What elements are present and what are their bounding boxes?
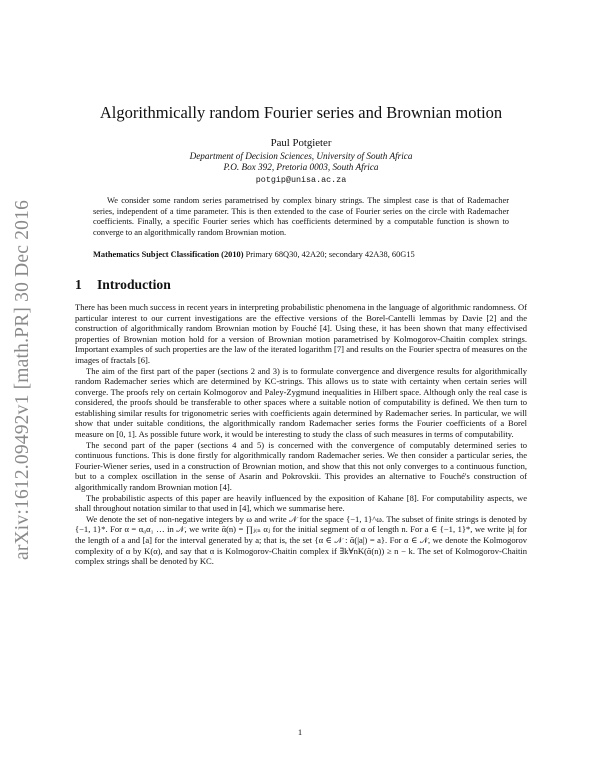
subject-classification	[93, 250, 509, 261]
affiliation-department: Department of Decision Sciences, University of South Africa	[189, 150, 413, 161]
affiliation-address: P.O. Box 392, Pretoria 0003, South Africa	[223, 162, 379, 173]
paragraph: The second part of the paper (sections 4 and 5) is concerned with the convergence of computably determined series to continuous functions. This is done firstly for algorithmically random Rademacher series. We then consider a particular series, the Fourier-Wiener series, used in a construction of Brownian motion, and show that this not only converges to a continuous function, but to a complex oscillation in the sense of Asarin and Pokrovskii. This provides an alternative to Fouché's construction of algorithmically random Brownian motion [4].	[75, 439, 527, 493]
paragraph: The probabilistic aspects of this paper are heavily influenced by the exposition of Kahane [8]. For computability aspects, we shall throughout notation similar to that used in [4], which we summarise here.	[75, 492, 527, 514]
paper-content	[75, 104, 527, 567]
section-number: 1	[75, 276, 82, 292]
paragraph: There has been much success in recent years in interpreting probabilistic phenomena in the language of algorithmic randomness. Of particular interest to our current investigations are the effective versions of the Borel-Cantelli lemmas by Davie [2] and the construction of algorithmically random Brownian motion by Fouché [4]. Using these, it has been shown that many effectivised properties of Brownian motion hold for a version of Brownian motion parametrised by Kolmogorov-Chaitin complex strings. Important examples of such properties are the law of the iterated logarithm [7] and results on the Fourier spectra of measures on the images of fractals [6].	[75, 301, 527, 365]
page-number: 1	[297, 727, 303, 737]
subject-classification-label: Mathematics Subject Classification (2010)	[93, 250, 244, 260]
author-email: potgip@unisa.ac.za	[255, 174, 347, 185]
paragraph: We denote the set of non-negative integers by ω and write 𝒩 for the space {−1, 1}^ω. The subset of finite strings is denoted by {−1, 1}*. For α = α₀α₁ … in 𝒩, we write ᾱ(n) = ∏ⱼ₍ₙ αⱼ for the initial segment of α of length n. For a ∈ {−1, 1}*, we write |a| for the length of a and [a] for the interval generated by a; that is, the set {α ∈ 𝒩 : ᾱ(|a|) = a}. For α ∈ 𝒩, we denote the Kolmogorov complexity of α by K(α), and say that α is Kolmogorov-Chaitin complex if ∃k∀nK(ᾱ(n)) ≥ n − k. The set of Kolmogorov-Chaitin complex strings shall be denoted by KC.	[75, 513, 527, 567]
section-heading	[75, 277, 527, 293]
paper-title: Algorithmically random Fourier series and Brownian motion	[99, 103, 503, 122]
arxiv-identifier-text: arXiv:1612.09492v1 [math.PR] 30 Dec 2016	[12, 199, 33, 561]
arxiv-identifier-stamp	[6, 180, 40, 580]
author-name: Paul Potgieter	[270, 136, 332, 149]
paragraph: The aim of the first part of the paper (sections 2 and 3) is to formulate convergence and divergence results for algorithmically random Rademacher series which are determined by KC-strings. This allows us to state with certainty when certain series will converge. The proofs rely on certain Kolmogorov and Paley-Zygmund inequalities in Hilbert space. Although only the real case is considered, the proofs should be transferable to other spaces where a suitable notion of computability is defined. We then turn to establishing similar results for trigonometric series with coefficients again determined by Rademacher series. In particular, we will show that under suitable conditions, the algorithmically random Rademacher series forms the Fourier coefficients of a Borel measure on [0, 1]. As possible future work, it would be interesting to study the class of such measures in terms of computability.	[75, 365, 527, 440]
abstract: We consider some random series parametrised by complex binary strings. The simplest case is that of Rademacher series, independent of a time parameter. This is then extended to the case of Fourier series on the circle with Rademacher coefficients. Finally, a specific Fourier series which has coefficients determined by a computable function is shown to converge to an algorithmically random Brownian motion.	[93, 195, 509, 237]
subject-classification-value: Primary 68Q30, 42A20; secondary 42A38, 60G15	[243, 250, 415, 260]
section-title: Introduction	[97, 276, 171, 292]
